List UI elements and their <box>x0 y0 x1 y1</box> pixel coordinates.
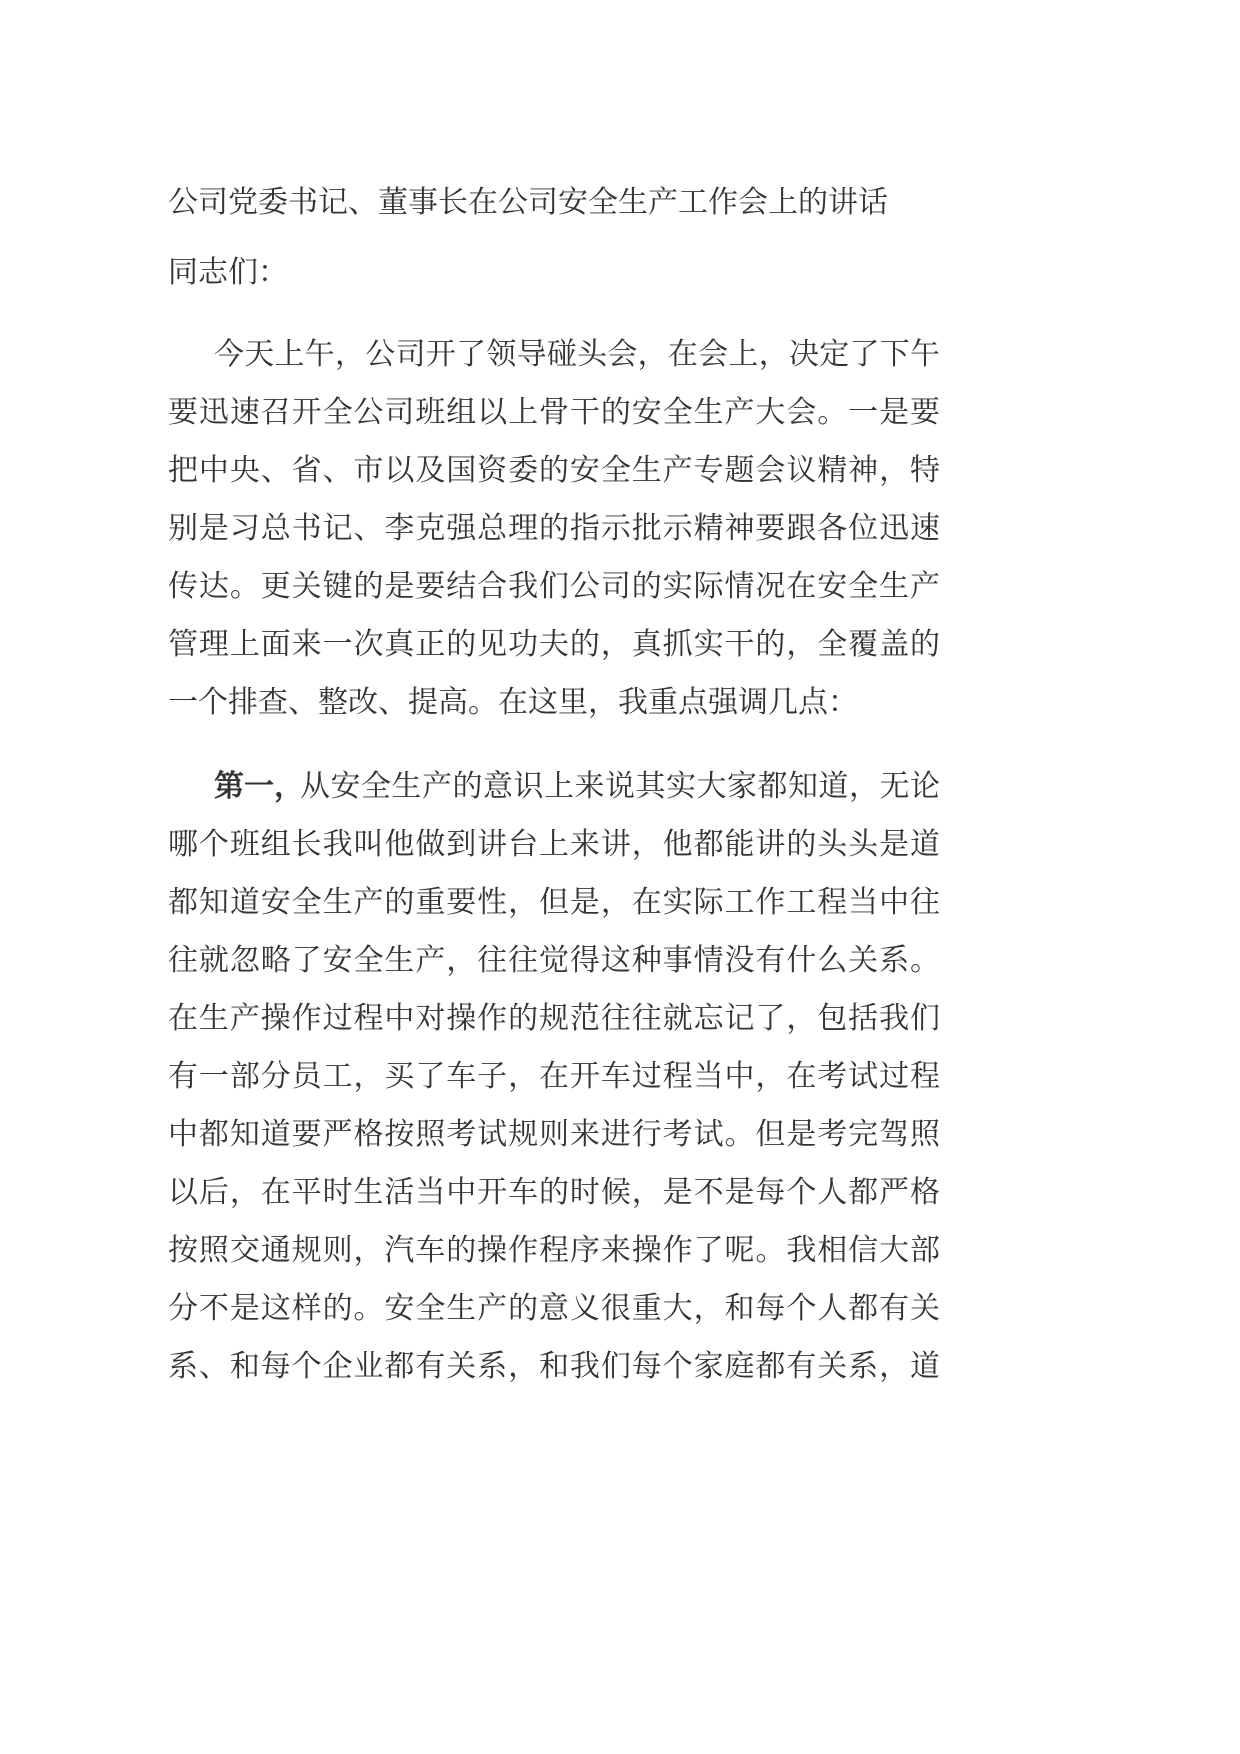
paragraph-line: 中都知道要严格按照考试规则来进行考试。但是考完驾照 <box>168 1117 940 1152</box>
paragraph-line: 在生产操作过程中对操作的规范往往就忘记了，包括我们 <box>168 1001 940 1036</box>
paragraph-line: 都知道安全生产的重要性，但是，在实际工作工程当中往 <box>168 885 940 920</box>
paragraph-line: 哪个班组长我叫他做到讲台上来讲，他都能讲的头头是道 <box>168 827 940 862</box>
paragraph-line: 往就忽略了安全生产，往往觉得这种事情没有什么关系。 <box>168 943 940 978</box>
paragraph-line: 今天上午，公司开了领导碰头会，在会上，决定了下午 <box>214 337 940 372</box>
paragraph-line: 分不是这样的。安全生产的意义很重大，和每个人都有关 <box>168 1291 940 1326</box>
document-title: 公司党委书记、董事长在公司安全生产工作会上的讲话 <box>168 185 888 220</box>
section-lead: 第一， <box>214 769 304 804</box>
paragraph-line: 按照交通规则，汽车的操作程序来操作了呢。我相信大部 <box>168 1233 940 1268</box>
paragraph-line: 系、和每个企业都有关系，和我们每个家庭都有关系，道 <box>168 1349 940 1384</box>
paragraph-line: 要迅速召开全公司班组以上骨干的安全生产大会。一是要 <box>168 395 940 430</box>
paragraph-line: 一个排查、整改、提高。在这里，我重点强调几点： <box>168 685 858 720</box>
paragraph-line: 传达。更关键的是要结合我们公司的实际情况在安全生产 <box>168 569 940 604</box>
salutation: 同志们： <box>168 255 288 290</box>
paragraph-line: 以后，在平时生活当中开车的时候，是不是每个人都严格 <box>168 1175 940 1210</box>
paragraph-line: 有一部分员工，买了车子，在开车过程当中，在考试过程 <box>168 1059 940 1094</box>
paragraph-line: 管理上面来一次真正的见功夫的，真抓实干的，全覆盖的 <box>168 627 940 662</box>
paragraph-line: 从安全生产的意识上来说其实大家都知道，无论 <box>300 769 940 804</box>
paragraph-line: 把中央、省、市以及国资委的安全生产专题会议精神，特 <box>168 453 940 488</box>
paragraph-line: 别是习总书记、李克强总理的指示批示精神要跟各位迅速 <box>168 511 940 546</box>
